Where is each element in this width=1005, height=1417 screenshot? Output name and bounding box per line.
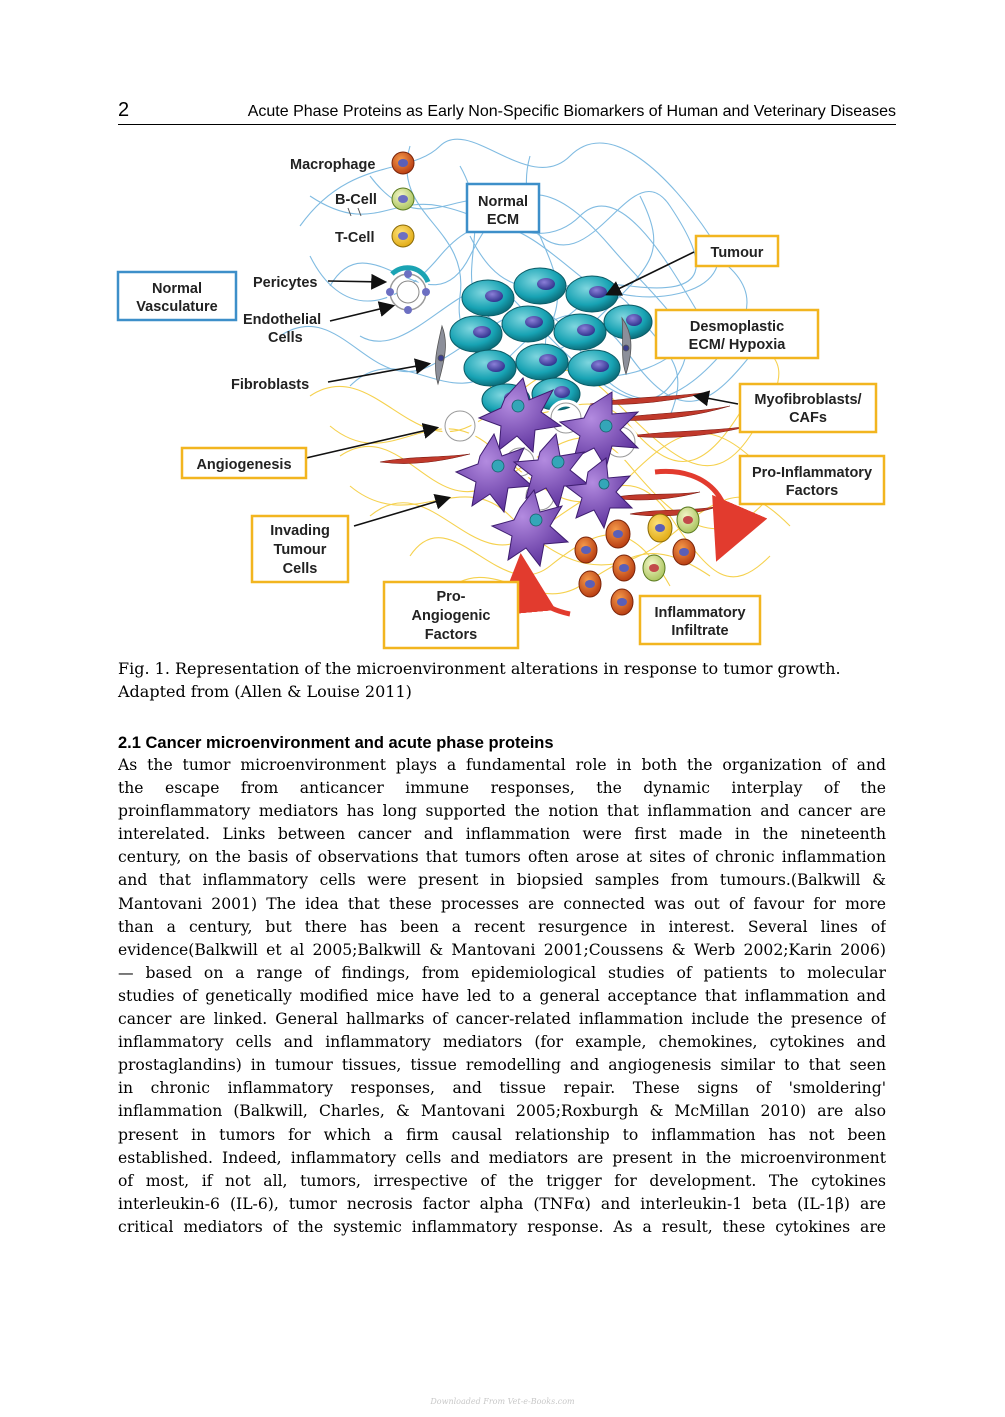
body-line: established. Indeed, inflammatory cells and mediators are present in the microenvironment — [118, 1148, 886, 1167]
body-line: interelated. Links between cancer and inflammation were first made in the nineteenth — [118, 825, 886, 844]
section-heading: 2.1 Cancer microenvironment and acute phase proteins — [118, 734, 554, 752]
box-tumour-line1: Tumour — [710, 245, 764, 261]
caption-line-2: Adapted from (Allen & Louise 2011) — [118, 682, 412, 701]
box-invading-line3: Cells — [282, 561, 318, 577]
body-line: Mantovani 2001) The idea that these processes are connected was out of favour for more — [118, 894, 886, 913]
box-normal-vasculature-line2: Vasculature — [136, 299, 218, 315]
box-pro-angiogenic-line2: Angiogenic — [411, 608, 491, 624]
legend-tcell-icon — [392, 225, 414, 247]
box-invading — [252, 516, 348, 582]
box-normal-vasculature — [118, 272, 236, 320]
box-tumour — [696, 236, 778, 266]
body-line: — based on a range of findings, from epidemiological studies of patients to molecular — [118, 963, 886, 982]
box-inflammatory-infiltrate — [640, 596, 760, 644]
box-myofibroblasts-line2: CAFs — [789, 410, 827, 426]
body-line: evidence(Balkwill et al 2005;Balkwill & Mantovani 2001;Coussens & Werb 2002;Karin 2006) — [118, 940, 886, 959]
box-desmoplastic-line1: Desmoplastic — [689, 319, 785, 335]
body-line: prostaglandins) in tumour tissues, tissue remodelling and angiogenesis similar to that seen — [118, 1056, 886, 1075]
microenvironment-diagram — [110, 136, 900, 656]
box-pro-inflammatory-line2: Factors — [785, 483, 839, 499]
body-line: cancer are linked. General hallmarks of cancer-related inflammation include the presence of — [118, 1010, 886, 1029]
running-title: Acute Phase Proteins as Early Non-Specific Biomarkers of Human and Veterinary Diseases — [247, 103, 896, 120]
box-normal-ecm-line2: ECM — [486, 212, 520, 228]
running-header — [118, 98, 896, 125]
body-line: the escape from anticancer immune responses, the dynamic interplay of the — [118, 779, 886, 798]
box-myofibroblasts-line1: Myofibroblasts/ — [754, 392, 862, 408]
label-tcell: T-Cell — [335, 230, 375, 246]
caption-line-1: Fig. 1. Representation of the microenvironment alterations in response to tumor growth. — [118, 659, 841, 678]
label-fibroblasts: Fibroblasts — [231, 377, 310, 393]
box-desmoplastic-line2: ECM/ Hypoxia — [688, 337, 786, 353]
legend-bcell-icon — [392, 188, 414, 210]
footer-watermark: Downloaded From Vet-e-Books.com — [430, 1397, 575, 1406]
body-line: inflammatory cells and inflammatory mediators (for example, chemokines, cytokines and — [118, 1033, 886, 1052]
box-inflammatory-infiltrate-line2: Infiltrate — [671, 623, 729, 639]
box-pro-angiogenic — [384, 582, 518, 648]
box-myofibroblasts — [740, 384, 876, 432]
figure-1 — [110, 136, 900, 656]
page-number: 2 — [118, 99, 130, 121]
body-line: proinflammatory mediators has long supported the notion that inflammation and cancer are — [118, 802, 886, 821]
box-normal-ecm-line1: Normal — [478, 194, 528, 210]
box-invading-line1: Invading — [270, 523, 330, 539]
box-normal-vasculature-line1: Normal — [152, 281, 202, 297]
label-endothelial-cells: Cells — [268, 330, 303, 346]
legend-ticks — [348, 208, 361, 216]
box-pro-angiogenic-line3: Factors — [424, 627, 478, 643]
body-line: critical mediators of the systemic inflammatory response. As a result, these cytokines are — [118, 1217, 886, 1236]
normal-ecm-fibres — [280, 139, 750, 416]
box-invading-line2: Tumour — [273, 542, 327, 558]
box-pro-inflammatory-line1: Pro-Inflammatory — [751, 465, 873, 481]
label-pericytes: Pericytes — [253, 275, 318, 291]
box-pro-angiogenic-line1: Pro- — [436, 589, 466, 605]
body-line: century, on the basis of observations that tumors often arose at sites of chronic inflammation — [118, 848, 886, 867]
legend-macrophage-icon — [392, 152, 414, 174]
box-normal-ecm — [467, 184, 539, 232]
body-line: in chronic inflammatory responses, and tissue repair. These signs of 'smoldering' — [118, 1079, 886, 1098]
box-angiogenesis — [182, 448, 306, 478]
body-paragraph — [118, 754, 886, 1239]
label-endothelial: Endothelial — [243, 312, 322, 328]
myofibroblast-cells — [380, 392, 750, 516]
body-line: of most, if not all, tumors, irrespective of the trigger for development. The cytokines — [118, 1171, 886, 1190]
vessel-cell — [386, 268, 430, 314]
box-desmoplastic — [656, 310, 818, 358]
body-line: As the tumor microenvironment plays a fundamental role in both the organization of and — [118, 756, 886, 774]
infiltrate-side-cells — [643, 555, 665, 581]
body-line: present in tumors for which a firm causal relationship to inflammation has not been — [118, 1125, 886, 1144]
label-macrophage: Macrophage — [290, 157, 376, 173]
body-line: interleukin-6 (IL-6), tumor necrosis factor alpha (TNFα) and interleukin-1 beta (IL-1β) are — [118, 1194, 886, 1213]
figure-caption — [118, 657, 888, 703]
box-inflammatory-infiltrate-line1: Inflammatory — [654, 605, 746, 621]
box-pro-inflammatory — [740, 456, 884, 504]
body-line: inflammation (Balkwill, Charles, & Mantovani 2005;Roxburgh & McMillan 2010) are also — [118, 1102, 886, 1121]
body-line: than a century, but there has been a recent resurgence in interest. Several lines of — [118, 917, 886, 936]
body-line: and that inflammatory cells were present in biopsied samples from tumours.(Balkwill & — [118, 871, 886, 890]
box-angiogenesis-line1: Angiogenesis — [196, 457, 292, 473]
label-bcell: B-Cell — [335, 192, 377, 208]
body-line: studies of genetically modified mice have led to a general acceptance that inflammation and — [118, 986, 886, 1005]
